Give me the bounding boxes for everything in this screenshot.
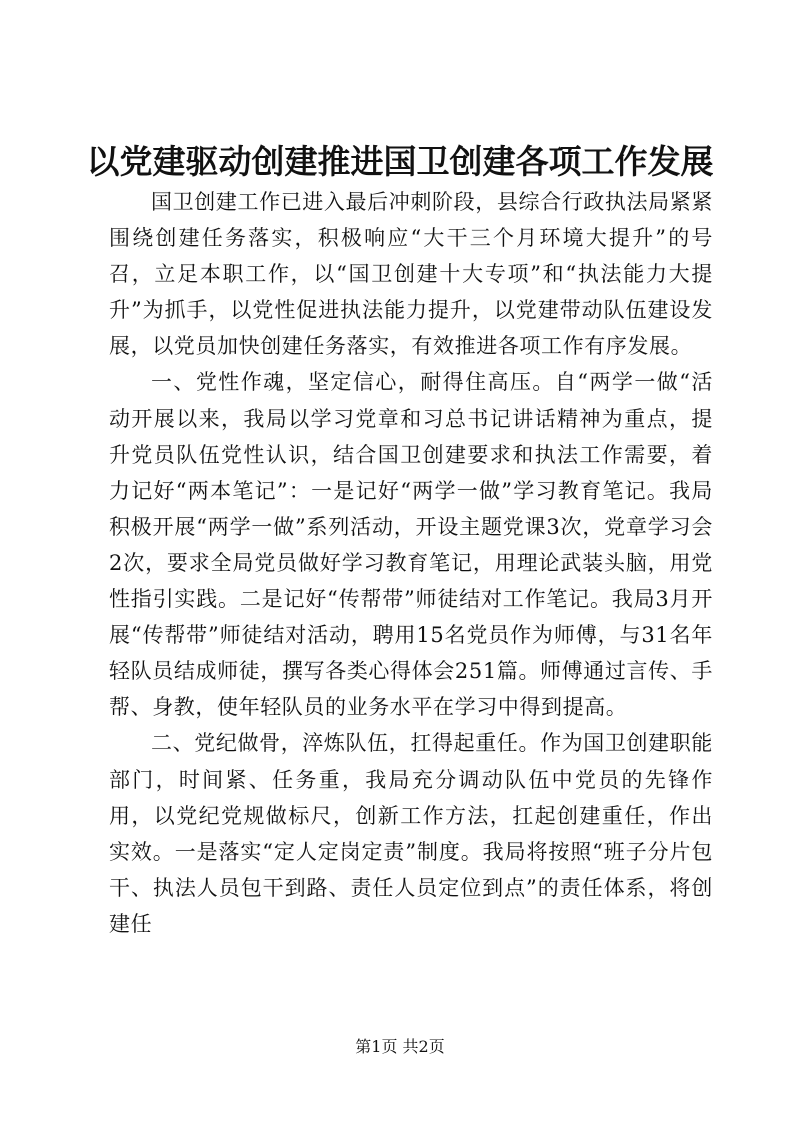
page-number-footer: 第1页 共2页 <box>355 1037 445 1056</box>
document-body <box>109 184 713 942</box>
paragraph-section-two: 二、党纪做骨，淬炼队伍，扛得起重任。作为国卫创建职能部门，时间紧、任务重，我局充分调动队伍中党员的先锋作用，以党纪党规做标尺，创新工作方法，扛起创建重任，作出实效。一是落实“定人定岗定责”制度。我局将按照“班子分片包干、执法人员包干到路、责任人员定位到点”的责任体系，将创建任 <box>109 731 713 936</box>
paragraph-intro: 国卫创建工作已进入最后冲刺阶段，县综合行政执法局紧紧围绕创建任务落实，积极响应“大干三个月环境大提升”的号召，立足本职工作，以“国卫创建十大专项”和“执法能力大提升”为抓手，以党性促进执法能力提升，以党建带动队伍建设发展，以党员加快创建任务落实，有效推进各项工作有序发展。 <box>109 190 713 359</box>
document-title: 以党建驱动创建推进国卫创建各项工作发展 <box>86 142 714 181</box>
paragraph-section-one: 一、党性作魂，坚定信心，耐得住高压。自“两学一做“活动开展以来，我局以学习党章和习总书记讲话精神为重点，提升党员队伍党性认识，结合国卫创建要求和执法工作需要，着力记好“两本笔记”：一是记好“两学一做”学习教育笔记。我局积极开展“两学一做”系列活动，开设主题党课3次，党章学习会2次，要求全局党员做好学习教育笔记，用理论武装头脑，用党性指引实践。二是记好“传帮带”师徒结对工作笔记。我局3月开展“传帮带”师徒结对活动，聘用15名党员作为师傅，与31名年轻队员结成师徒，撰写各类心得体会251篇。师傅通过言传、手帮、身教，使年轻队员的业务水平在学习中得到提高。 <box>109 370 713 720</box>
